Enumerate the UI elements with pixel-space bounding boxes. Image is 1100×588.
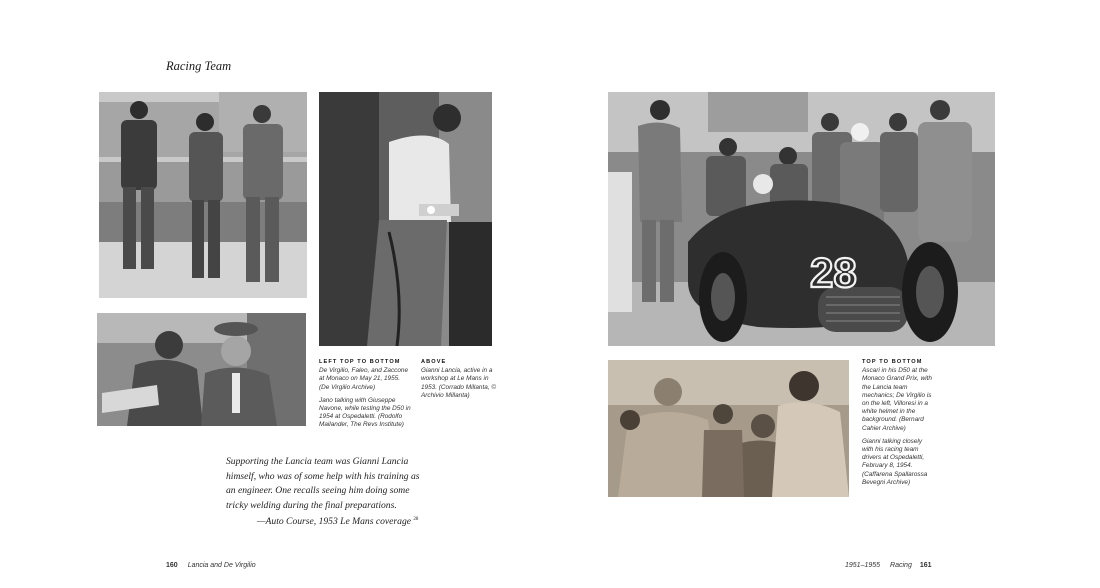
- caption-text: De Virgilio, Faleo, and Zaccone at Monaco on May 21, 1955. (De Virgilio Archive): [319, 367, 409, 391]
- caption-text: Gianni talking closely with his racing team drivers at Ospedaletti, February 8, 1954. (Caffarena Spallarossa Bevegni Archive): [862, 437, 928, 486]
- quote-attribution: —Auto Course, 1953 Le Mans coverage $^{28}$: [257, 516, 419, 528]
- caption-text: Ascari in his D50 at the Monaco Grand Prix, with the Lancia team mechanics; De Virgilio is on the left, Villoresi in a white helmet in the background. (Bernard Cahier Archive): [862, 367, 932, 432]
- caption-left-top-to-bottom: [319, 358, 411, 435]
- race-number: 28: [810, 249, 857, 296]
- folio-left: [166, 562, 256, 569]
- caption-top-to-bottom: [862, 358, 932, 492]
- running-section: Racing: [890, 562, 912, 569]
- footnote-marker: 28: [413, 517, 419, 522]
- page-number: 160: [166, 562, 178, 569]
- photo-gianni-drivers-ospedaletti: [608, 360, 849, 497]
- pull-quote: [226, 455, 426, 530]
- photo-gianni-welding: [319, 92, 492, 346]
- photo-three-men-monaco: [99, 92, 307, 298]
- caption-text: Gianni Lancia, active in a workshop at Le Mans in 1953. (Corrado Millanta, © Archivio Millanta): [421, 367, 497, 399]
- running-head: Lancia and De Virgilio: [187, 562, 256, 569]
- page-number: 161: [919, 562, 932, 569]
- caption-text: Jano talking with Giuseppe Navone, while testing the D50 in 1954 at Ospedaletti. (Rodolfo Mailander, The Revs Institute): [319, 396, 411, 429]
- caption-heading: ABOVE: [421, 359, 447, 365]
- photo-ascari-d50-monaco: [608, 92, 995, 346]
- caption-above: [421, 358, 499, 405]
- folio-right: [845, 562, 932, 569]
- running-head: 1951–1955: [845, 562, 881, 569]
- caption-heading: TOP TO BOTTOM: [862, 359, 923, 365]
- quote-text: Supporting the Lancia team was Gianni Lancia himself, who was of some help with his training as an engineer. One recalls seeing him doing some tricky welding during the final preparations.: [226, 456, 420, 511]
- photo-jano-navone: [97, 313, 306, 426]
- section-title: Racing Team: [166, 59, 232, 73]
- caption-heading: LEFT TOP TO BOTTOM: [319, 359, 401, 365]
